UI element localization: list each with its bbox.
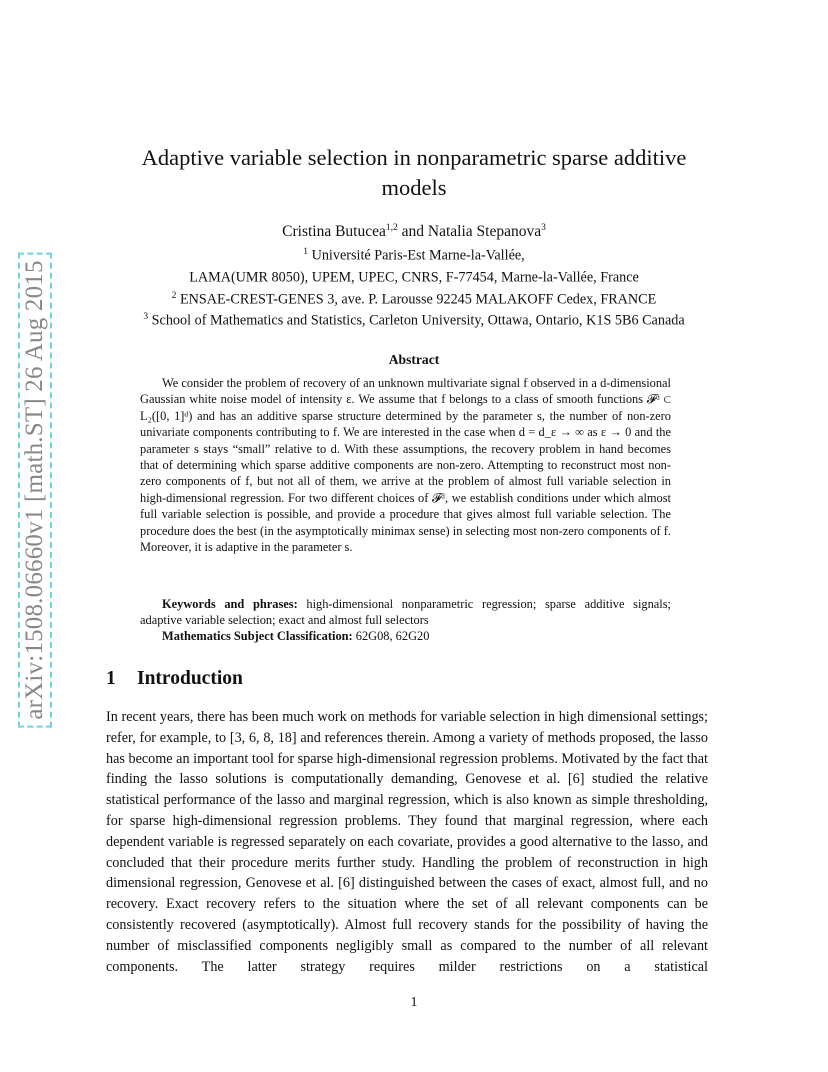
msc-text: 62G08, 62G20 [352, 629, 430, 643]
affiliation-line [100, 287, 728, 309]
abstract-heading: Abstract [388, 352, 440, 367]
arxiv-stamp[interactable]: arXiv:1508.06660v1 [math.ST] 26 Aug 2015 [18, 252, 52, 727]
author-name: Natalia Stepanova [427, 223, 542, 241]
paper-title: Adaptive variable selection in nonparametric sparse additive models [141, 145, 687, 200]
msc-classification [162, 628, 671, 644]
keywords-text: high-dimensional nonparametric regression; sparse additive signals; adaptive variable selection; exact and almost full selectors [140, 597, 672, 628]
author-names [100, 219, 728, 241]
section-heading [106, 668, 243, 690]
affiliation-line [100, 265, 728, 287]
affiliation-mark: 2 [171, 290, 177, 301]
author-affiliation-mark: 1,2 [385, 223, 398, 233]
author-affiliation-mark: 3 [541, 223, 546, 233]
section-number: 1 [106, 668, 116, 689]
intro-paragraph: In recent years, there has been much work on methods for variable selection in high dimensional settings; refer, for example, to [3, 6, 8, 18] and references therein. Among a variety of methods proposed, the lasso has become an important tool for sparse high-dimensional regression problems. Motivated by the fact that finding the lasso solutions is computationally demanding, Genovese et al. [6] studied the relative statistical performance of the lasso and marginal regression, which is also known as simple thresholding, for sparse high-dimensional regression problems. They found that marginal regression, where each dependent variable is regressed separately on each covariate, provides a good alternative to the lasso, and concluded that their procedure merits further study. Handling the problem of reconstruction in high dimensional regression, Genovese et al. [6] distinguished between the cases of exact, almost full, and no recovery. Exact recovery refers to the situation where the set of all relevant components can be consistently recovered (asymptotically). Almost full recovery stands for the possibility of having the number of misclassified components negligibly small as compared to the number of all relevant components. The latter strategy requires milder restrictions on a statistical [106, 709, 708, 975]
author-conjunction: and [397, 223, 428, 241]
author-name: Cristina Butucea [282, 223, 386, 241]
affiliation-line [100, 308, 728, 330]
affiliation-text: LAMA(UMR 8050), UPEM, UPEC, CNRS, F-77454, Marne-la-Vallée, France [189, 269, 639, 286]
affiliation-line [100, 243, 728, 265]
msc-label: Mathematics Subject Classification: [162, 629, 353, 643]
affiliation-text: ENSAE-CREST-GENES 3, ave. P. Larousse 92245 MALAKOFF Cedex, FRANCE [176, 291, 657, 308]
page-number: 1 [410, 995, 418, 1010]
section-title: Introduction [137, 668, 243, 689]
author-block [100, 219, 728, 330]
keywords-label: Keywords and phrases: [162, 597, 298, 611]
affiliation-text: School of Mathematics and Statistics, Carleton University, Ottawa, Ontario, K1S 5B6 Canada [148, 313, 685, 330]
keywords [140, 596, 671, 629]
affiliation-text: Université Paris-Est Marne-la-Vallée, [308, 247, 525, 264]
arxiv-sidebar [10, 230, 60, 750]
affiliation-mark: 1 [303, 247, 309, 258]
abstract-text: We consider the problem of recovery of an unknown multivariate signal f observed in a d-dimensional Gaussian white noise model of intensity ε. We assume that f belongs to a class of smooth functions 𝓕ᵈ ⊂ L₂([0, 1]ᵈ) and has an additive sparse structure determined by the parameter s, the number of non-zero univariate components contributing to f. We are interested in the case when d = d_ε → ∞ as ε → 0 and the parameter s stays “small” relative to d. With these assumptions, the recovery problem in hand becomes that of determining which sparse additive components are non-zero. Attempting to reconstruct most non-zero components of f, but not all of them, we arrive at the problem of almost full variable selection in high-dimensional regression. For two different choices of 𝓕ᵈ, we establish conditions under which almost full variable selection is possible, and provide a procedure that gives almost full variable selection. The procedure does the best (in the asymptotically minimax sense) in selecting most non-zero components of f. Moreover, it is adaptive in the parameter s. [140, 376, 671, 555]
affiliation-mark: 3 [143, 312, 149, 323]
